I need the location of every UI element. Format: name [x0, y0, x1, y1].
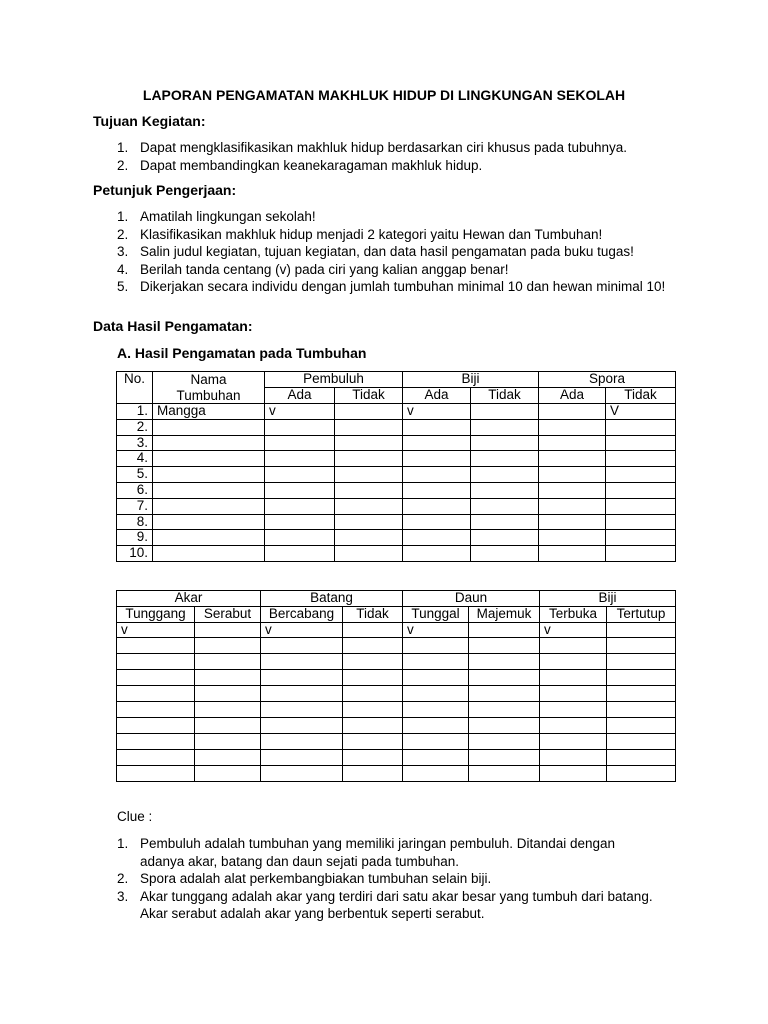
check-cell — [195, 670, 261, 686]
check-cell — [606, 482, 676, 498]
check-cell — [607, 654, 676, 670]
header-tertutup: Tertutup — [607, 606, 676, 622]
header-bercabang: Bercabang — [261, 606, 343, 622]
check-cell — [265, 530, 335, 546]
table-row — [117, 654, 676, 670]
check-cell — [403, 670, 469, 686]
data-hasil-heading: Data Hasil Pengamatan: — [93, 318, 253, 334]
check-cell — [606, 514, 676, 530]
check-cell — [343, 702, 403, 718]
check-cell — [471, 404, 539, 420]
ciri-tumbuhan-table — [116, 590, 676, 782]
check-cell — [540, 638, 607, 654]
clue-list — [117, 835, 657, 923]
check-cell — [471, 514, 539, 530]
check-cell — [265, 435, 335, 451]
check-cell — [265, 451, 335, 467]
check-cell — [343, 638, 403, 654]
list-number: 2. — [117, 157, 129, 173]
check-cell — [261, 749, 343, 765]
check-cell — [471, 530, 539, 546]
check-cell — [265, 419, 335, 435]
check-cell — [261, 670, 343, 686]
table-subheader-row — [117, 606, 676, 622]
plant-name-cell — [153, 498, 265, 514]
check-cell — [335, 467, 403, 483]
check-cell — [261, 654, 343, 670]
check-cell — [335, 546, 403, 562]
list-text: Spora adalah alat perkembangbiakan tumbuhan selain biji. — [140, 871, 492, 886]
check-cell — [403, 546, 471, 562]
row-number-cell: 10. — [117, 546, 153, 562]
header-tunggang: Tunggang — [117, 606, 195, 622]
check-cell — [607, 622, 676, 638]
check-cell — [469, 670, 540, 686]
check-cell — [335, 514, 403, 530]
check-cell — [117, 638, 195, 654]
table-row — [117, 717, 676, 733]
check-cell — [540, 686, 607, 702]
check-cell — [539, 435, 606, 451]
check-cell — [540, 749, 607, 765]
table-row — [117, 514, 676, 530]
check-cell — [606, 530, 676, 546]
check-cell — [606, 451, 676, 467]
list-item — [117, 243, 687, 261]
check-cell — [469, 622, 540, 638]
check-cell — [403, 702, 469, 718]
check-cell — [403, 514, 471, 530]
list-number: 4. — [117, 261, 129, 277]
check-cell — [343, 686, 403, 702]
page-title: LAPORAN PENGAMATAN MAKHLUK HIDUP DI LINGKUNGAN SEKOLAH — [142, 87, 626, 103]
check-cell — [335, 404, 403, 420]
check-cell — [117, 717, 195, 733]
list-text: Amatilah lingkungan sekolah! — [140, 209, 316, 224]
row-number-cell: 3. — [117, 435, 153, 451]
check-cell — [471, 419, 539, 435]
check-cell — [540, 765, 607, 781]
table-row — [117, 686, 676, 702]
check-cell — [117, 749, 195, 765]
table-row — [117, 498, 676, 514]
list-text: Akar tunggang adalah akar yang terdiri dari satu akar besar yang tumbuh dari batang. — [140, 888, 653, 904]
table-row — [117, 482, 676, 498]
plant-name-cell — [153, 546, 265, 562]
header-tidak: Tidak — [471, 388, 539, 404]
check-cell — [539, 530, 606, 546]
list-item — [117, 139, 717, 157]
check-cell: v — [261, 622, 343, 638]
check-cell — [469, 686, 540, 702]
list-text: Dapat membandingkan keanekaragaman makhluk hidup. — [140, 157, 483, 173]
check-cell — [403, 638, 469, 654]
check-cell — [403, 749, 469, 765]
check-cell — [195, 765, 261, 781]
header-ada: Ada — [539, 388, 606, 404]
header-no: No. — [117, 372, 153, 404]
list-number: 3. — [117, 244, 129, 259]
check-cell — [335, 530, 403, 546]
list-item — [117, 278, 687, 296]
list-item — [117, 870, 657, 888]
check-cell — [471, 451, 539, 467]
check-cell — [335, 498, 403, 514]
list-number: 1. — [117, 209, 129, 224]
header-ada: Ada — [403, 388, 471, 404]
check-cell — [540, 717, 607, 733]
check-cell — [469, 638, 540, 654]
check-cell — [343, 670, 403, 686]
plant-name-cell — [153, 482, 265, 498]
check-cell — [343, 749, 403, 765]
row-number-cell: 1. — [117, 404, 153, 420]
check-cell — [607, 717, 676, 733]
list-text: Pembuluh adalah tumbuhan yang memiliki jaringan pembuluh. Ditandai dengan adanya akar, batang dan daun sejati pada tumbuhan. — [140, 836, 616, 869]
check-cell — [195, 717, 261, 733]
header-nama-tumbuhan: Nama Tumbuhan — [153, 372, 265, 404]
header-akar: Akar — [117, 591, 261, 607]
check-cell — [261, 717, 343, 733]
plant-name-cell — [153, 467, 265, 483]
check-cell — [265, 498, 335, 514]
table-row — [117, 749, 676, 765]
tujuan-heading: Tujuan Kegiatan: — [93, 113, 206, 129]
check-cell — [265, 546, 335, 562]
check-cell — [195, 686, 261, 702]
check-cell — [261, 686, 343, 702]
check-cell — [403, 654, 469, 670]
check-cell — [471, 482, 539, 498]
check-cell — [195, 622, 261, 638]
check-cell — [195, 702, 261, 718]
list-item — [117, 226, 687, 244]
check-cell — [539, 546, 606, 562]
header-ada: Ada — [265, 388, 335, 404]
check-cell — [540, 670, 607, 686]
check-cell — [195, 749, 261, 765]
check-cell — [471, 546, 539, 562]
check-cell — [471, 467, 539, 483]
check-cell — [403, 467, 471, 483]
table-row — [117, 765, 676, 781]
check-cell — [335, 419, 403, 435]
header-batang: Batang — [261, 591, 403, 607]
check-cell — [607, 733, 676, 749]
header-biji: Biji — [403, 372, 539, 388]
check-cell: v — [117, 622, 195, 638]
check-cell — [469, 765, 540, 781]
check-cell — [343, 765, 403, 781]
check-cell — [343, 622, 403, 638]
check-cell — [403, 765, 469, 781]
check-cell — [607, 702, 676, 718]
check-cell — [195, 638, 261, 654]
check-cell — [539, 514, 606, 530]
check-cell — [539, 451, 606, 467]
check-cell — [539, 419, 606, 435]
check-cell — [265, 467, 335, 483]
table-row — [117, 546, 676, 562]
check-cell — [403, 530, 471, 546]
list-item — [117, 835, 657, 870]
table-row — [117, 467, 676, 483]
check-cell — [539, 467, 606, 483]
row-number-cell: 6. — [117, 482, 153, 498]
table-row — [117, 451, 676, 467]
check-cell: v — [265, 404, 335, 420]
check-cell — [117, 686, 195, 702]
plant-name-cell — [153, 514, 265, 530]
check-cell — [403, 498, 471, 514]
list-text: Klasifikasikan makhluk hidup menjadi 2 kategori yaitu Hewan dan Tumbuhan! — [140, 226, 603, 242]
tumbuhan-table — [116, 371, 676, 562]
row-number-cell: 7. — [117, 498, 153, 514]
list-item — [117, 208, 687, 226]
check-cell — [471, 435, 539, 451]
check-cell — [195, 654, 261, 670]
check-cell — [469, 702, 540, 718]
list-text-extra: Akar serabut adalah akar yang berbentuk seperti serabut. — [140, 906, 485, 921]
list-number: 1. — [117, 140, 129, 155]
check-cell — [343, 733, 403, 749]
header-tidak: Tidak — [335, 388, 403, 404]
check-cell — [607, 686, 676, 702]
check-cell — [469, 654, 540, 670]
header-biji: Biji — [540, 591, 676, 607]
check-cell — [539, 404, 606, 420]
check-cell — [403, 733, 469, 749]
check-cell — [607, 670, 676, 686]
list-text: Dikerjakan secara individu dengan jumlah tumbuhan minimal 10 dan hewan minimal 10! — [140, 279, 666, 294]
check-cell — [539, 498, 606, 514]
row-number-cell: 8. — [117, 514, 153, 530]
check-cell — [469, 717, 540, 733]
check-cell — [606, 546, 676, 562]
check-cell — [261, 733, 343, 749]
table-row — [117, 435, 676, 451]
list-number: 2. — [117, 226, 129, 242]
list-item — [117, 157, 717, 175]
check-cell — [403, 419, 471, 435]
check-cell — [261, 638, 343, 654]
header-daun: Daun — [403, 591, 540, 607]
check-cell — [403, 451, 471, 467]
check-cell — [540, 733, 607, 749]
check-cell — [265, 482, 335, 498]
plant-name-cell — [153, 435, 265, 451]
check-cell — [261, 702, 343, 718]
check-cell — [607, 638, 676, 654]
check-cell — [469, 733, 540, 749]
header-tunggal: Tunggal — [403, 606, 469, 622]
row-number-cell: 9. — [117, 530, 153, 546]
table-row — [117, 404, 676, 420]
check-cell — [261, 765, 343, 781]
header-terbuka: Terbuka — [540, 606, 607, 622]
check-cell — [117, 733, 195, 749]
check-cell — [607, 749, 676, 765]
check-cell — [403, 482, 471, 498]
list-item — [117, 888, 657, 923]
header-pembuluh: Pembuluh — [265, 372, 403, 388]
plant-name-cell: Mangga — [153, 404, 265, 420]
check-cell — [606, 467, 676, 483]
header-spora: Spora — [539, 372, 676, 388]
list-number: 3. — [117, 888, 129, 904]
table-row — [117, 733, 676, 749]
check-cell — [117, 654, 195, 670]
list-number: 1. — [117, 836, 129, 851]
table-row — [117, 670, 676, 686]
table-row — [117, 622, 676, 638]
petunjuk-heading: Petunjuk Pengerjaan: — [93, 182, 237, 198]
table-row — [117, 702, 676, 718]
tumbuhan-subheading: A. Hasil Pengamatan pada Tumbuhan — [117, 345, 367, 361]
clue-heading: Clue : — [117, 809, 153, 824]
table-header-row — [117, 372, 676, 388]
plant-name-cell — [153, 419, 265, 435]
check-cell — [471, 498, 539, 514]
check-cell: v — [403, 404, 471, 420]
list-item — [117, 261, 687, 279]
plant-name-cell — [153, 530, 265, 546]
check-cell — [117, 670, 195, 686]
list-text: Berilah tanda centang (v) pada ciri yang kalian anggap benar! — [140, 261, 509, 277]
check-cell — [335, 435, 403, 451]
check-cell — [117, 765, 195, 781]
check-cell — [607, 765, 676, 781]
table-row — [117, 638, 676, 654]
header-tidak: Tidak — [606, 388, 676, 404]
plant-name-cell — [153, 451, 265, 467]
check-cell — [335, 451, 403, 467]
row-number-cell: 4. — [117, 451, 153, 467]
check-cell — [265, 514, 335, 530]
row-number-cell: 2. — [117, 419, 153, 435]
check-cell — [403, 717, 469, 733]
check-cell — [469, 749, 540, 765]
table-header-row — [117, 591, 676, 607]
table-row — [117, 419, 676, 435]
check-cell: V — [606, 404, 676, 420]
check-cell — [606, 419, 676, 435]
tujuan-list — [117, 139, 717, 174]
check-cell — [403, 435, 471, 451]
list-number: 2. — [117, 871, 129, 886]
header-tidak: Tidak — [343, 606, 403, 622]
check-cell — [335, 482, 403, 498]
check-cell — [403, 686, 469, 702]
list-text: Dapat mengklasifikasikan makhluk hidup berdasarkan ciri khusus pada tubuhnya. — [140, 140, 628, 155]
table-row — [117, 530, 676, 546]
check-cell: v — [403, 622, 469, 638]
check-cell — [343, 654, 403, 670]
check-cell — [606, 498, 676, 514]
row-number-cell: 5. — [117, 467, 153, 483]
check-cell — [606, 435, 676, 451]
check-cell — [117, 702, 195, 718]
check-cell — [540, 654, 607, 670]
list-number: 5. — [117, 279, 129, 294]
petunjuk-list — [117, 208, 687, 296]
check-cell — [540, 702, 607, 718]
check-cell — [539, 482, 606, 498]
check-cell — [195, 733, 261, 749]
header-serabut: Serabut — [195, 606, 261, 622]
check-cell: v — [540, 622, 607, 638]
check-cell — [343, 717, 403, 733]
list-text: Salin judul kegiatan, tujuan kegiatan, dan data hasil pengamatan pada buku tugas! — [140, 244, 634, 259]
header-majemuk: Majemuk — [469, 606, 540, 622]
